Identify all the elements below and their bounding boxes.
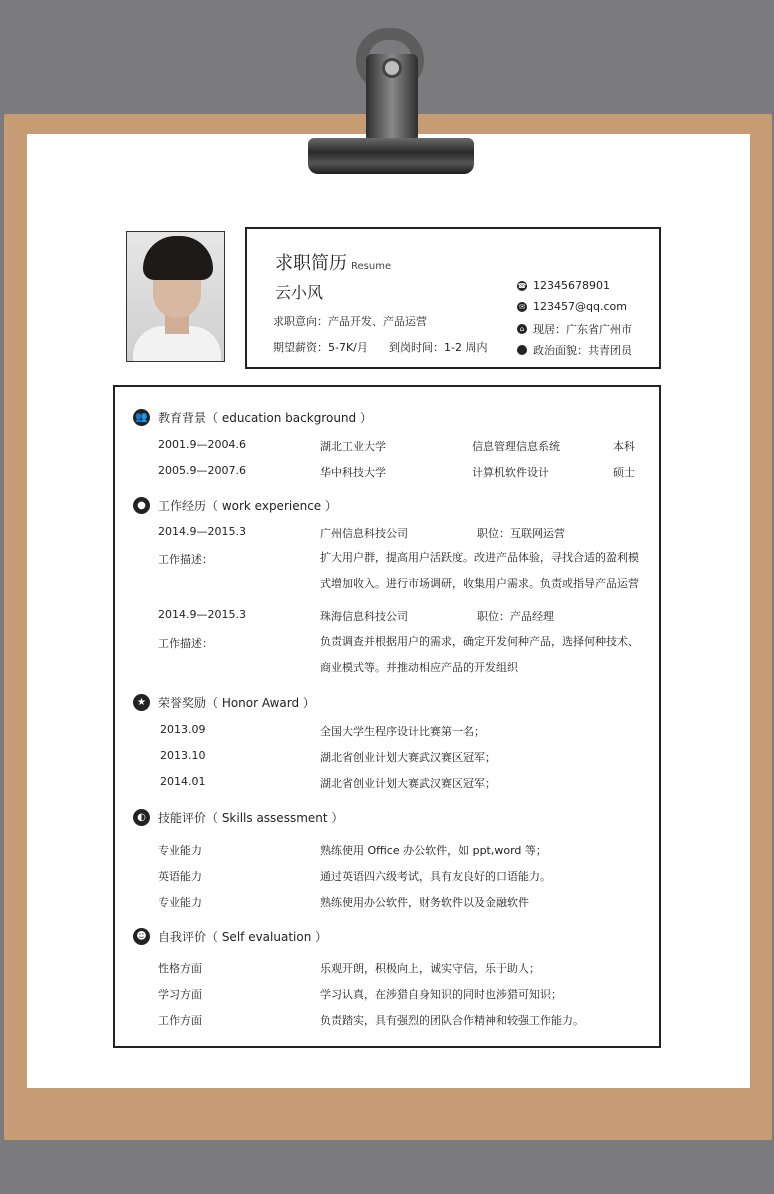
honor-heading bbox=[133, 694, 315, 711]
skills-icon: ◐ bbox=[133, 809, 150, 826]
education-heading bbox=[133, 409, 372, 426]
resume-title bbox=[275, 249, 391, 275]
skills-heading-text: 技能评价（ Skills assessment ） bbox=[158, 811, 344, 825]
resume-body bbox=[113, 385, 661, 1048]
self-text: 负责踏实，具有强烈的团队合作精神和较强工作能力。 bbox=[320, 1014, 584, 1027]
arrival-time: 到岗时间：1-2 周内 bbox=[389, 341, 488, 354]
photo-hair bbox=[143, 236, 213, 280]
honor-date: 2014.01 bbox=[160, 775, 206, 788]
contact-address bbox=[517, 321, 632, 337]
title-sub: Resume bbox=[351, 261, 392, 272]
work-icon: ● bbox=[133, 497, 150, 514]
skill-text: 熟练使用办公软件，财务软件以及金融软件 bbox=[320, 896, 529, 909]
home-icon: ⌂ bbox=[517, 324, 527, 334]
title-text: 求职简历 bbox=[275, 253, 347, 274]
clip-rivet bbox=[382, 58, 402, 78]
star-icon: ★ bbox=[133, 694, 150, 711]
job-company: 广州信息科技公司 bbox=[320, 527, 408, 540]
honor-text: 湖北省创业计划大赛武汉赛区冠军； bbox=[320, 751, 496, 764]
education-icon: 👥 bbox=[133, 409, 150, 426]
honor-text: 全国大学生程序设计比赛第一名； bbox=[320, 725, 485, 738]
education-heading-text: 教育背景（ education background ） bbox=[158, 411, 372, 425]
phone-icon: ☎ bbox=[517, 281, 527, 290]
edu-degree: 硕士 bbox=[613, 466, 635, 479]
contact-political bbox=[517, 342, 632, 358]
honor-heading-text: 荣誉奖励（ Honor Award ） bbox=[158, 696, 315, 710]
work-heading-text: 工作经历（ work experience ） bbox=[158, 499, 337, 513]
self-text: 学习认真，在涉猎自身知识的同时也涉猎可知识； bbox=[320, 988, 562, 1001]
self-text: 乐观开朗，积极向上，诚实守信，乐于助人； bbox=[320, 962, 540, 975]
self-heading bbox=[133, 928, 327, 945]
edu-period: 2005.9—2007.6 bbox=[158, 464, 246, 477]
self-heading-text: 自我评价（ Self evaluation ） bbox=[158, 930, 328, 944]
skill-label: 专业能力 bbox=[158, 896, 202, 909]
edu-school: 华中科技大学 bbox=[320, 466, 386, 479]
work-heading bbox=[133, 497, 337, 514]
profile-photo bbox=[126, 231, 225, 362]
honor-date: 2013.09 bbox=[160, 723, 206, 736]
edu-period: 2001.9—2004.6 bbox=[158, 438, 246, 451]
political-text: 政治面貌：共青团员 bbox=[533, 344, 632, 357]
skill-text: 通过英语四六级考试，具有友良好的口语能力。 bbox=[320, 870, 551, 883]
email-icon: ✉ bbox=[517, 302, 527, 312]
contact-phone bbox=[517, 279, 610, 292]
job-period: 2014.9—2015.3 bbox=[158, 608, 246, 621]
job-desc-label: 工作描述： bbox=[158, 553, 213, 566]
address-text: 现居：广东省广州市 bbox=[533, 323, 632, 336]
person-icon: ☻ bbox=[133, 928, 150, 945]
self-label: 学习方面 bbox=[158, 988, 202, 1001]
edu-major: 计算机软件设计 bbox=[472, 466, 549, 479]
job-intention: 求职意向：产品开发、产品运营 bbox=[273, 315, 427, 328]
skill-text: 熟练使用 Office 办公软件，如 ppt,word 等； bbox=[320, 844, 547, 857]
skill-label: 英语能力 bbox=[158, 870, 202, 883]
expected-salary: 期望薪资：5-7K/月 bbox=[273, 341, 368, 354]
edu-major: 信息管理信息系统 bbox=[472, 440, 560, 453]
skill-label: 专业能力 bbox=[158, 844, 202, 857]
job-desc: 扩大用户群，提高用户活跃度。改进产品体验，寻找合适的盈利模式增加收入。进行市场调研，收集用户需求。负责或指导产品运营 bbox=[320, 551, 639, 590]
job-position: 职位：产品经理 bbox=[477, 610, 554, 623]
job-desc-label: 工作描述： bbox=[158, 637, 213, 650]
email-text: 123457@qq.com bbox=[533, 300, 627, 313]
edu-degree: 本科 bbox=[613, 440, 635, 453]
edu-school: 湖北工业大学 bbox=[320, 440, 386, 453]
contact-email bbox=[517, 300, 627, 313]
job-desc: 负责调查并根据用户的需求，确定开发何种产品，选择何种技术、商业模式等。并推动相应产品的开发组织 bbox=[320, 635, 639, 674]
job-company: 珠海信息科技公司 bbox=[320, 610, 408, 623]
header-box bbox=[245, 227, 661, 369]
self-label: 性格方面 bbox=[158, 962, 202, 975]
job-period: 2014.9—2015.3 bbox=[158, 525, 246, 538]
phone-text: 12345678901 bbox=[533, 279, 610, 292]
honor-text: 湖北省创业计划大赛武汉赛区冠军； bbox=[320, 777, 496, 790]
skills-heading bbox=[133, 809, 343, 826]
honor-date: 2013.10 bbox=[160, 749, 206, 762]
job-position: 职位：互联网运营 bbox=[477, 527, 565, 540]
candidate-name: 云小风 bbox=[275, 283, 324, 302]
clip-base bbox=[308, 138, 474, 174]
political-icon bbox=[517, 345, 527, 355]
self-label: 工作方面 bbox=[158, 1014, 202, 1027]
